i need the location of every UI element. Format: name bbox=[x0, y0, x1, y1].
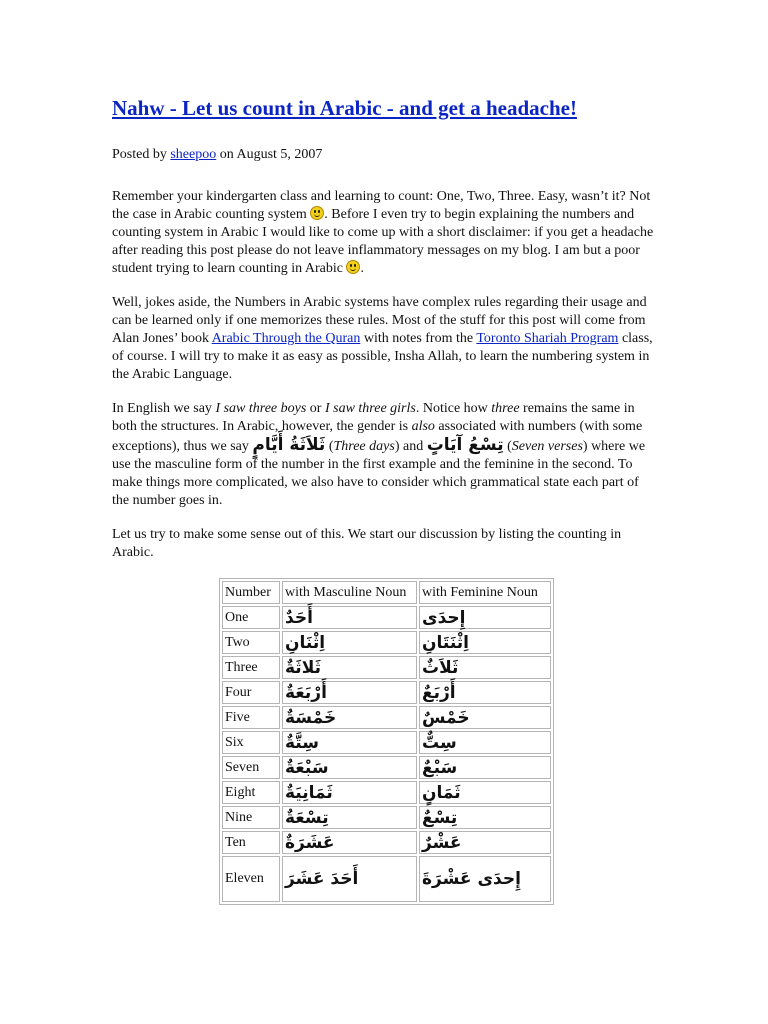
feminine-cell bbox=[419, 756, 551, 779]
para3-text-6: ( bbox=[325, 439, 334, 454]
feminine-cell bbox=[419, 731, 551, 754]
masculine-arabic: عَشَرَةٌ bbox=[285, 832, 335, 853]
number-cell: Three bbox=[222, 656, 280, 679]
para2-text-3: class, of course. I will try to make it as easy as possible, Insha Allah, to learn the numbering system in the Arabic Language. bbox=[112, 331, 653, 382]
masculine-arabic: ثَلاثَةٌ bbox=[285, 657, 321, 678]
para2-text-1: Well, jokes aside, the Numbers in Arabic systems have complex rules regarding their usage and can be learned only if one memorizes these rules. Most of the stuff for this post will come from Alan Jones’ book bbox=[112, 295, 647, 346]
table-row bbox=[222, 631, 551, 654]
program-link[interactable]: Toronto Shariah Program bbox=[476, 331, 619, 346]
header-feminine: with Feminine Noun bbox=[419, 581, 551, 604]
number-cell: Six bbox=[222, 731, 280, 754]
feminine-cell bbox=[419, 831, 551, 854]
feminine-cell bbox=[419, 781, 551, 804]
feminine-arabic: ثَمَانٍ bbox=[422, 782, 461, 803]
masculine-arabic: أَحَدٌ bbox=[285, 607, 313, 628]
feminine-arabic: تِسْعٌ bbox=[422, 807, 458, 828]
table-row bbox=[222, 806, 551, 829]
feminine-arabic: سِتٌّ bbox=[422, 732, 457, 753]
header-masculine: with Masculine Noun bbox=[282, 581, 417, 604]
para3-example-girls: I saw three girls bbox=[324, 401, 416, 416]
feminine-arabic: اِثْنَتَانِ bbox=[422, 632, 469, 653]
table-row bbox=[222, 606, 551, 629]
book-link[interactable]: Arabic Through the Quran bbox=[211, 331, 361, 346]
para3-three-days-gloss: Three days bbox=[333, 439, 395, 454]
masculine-arabic: اِثْنَانِ bbox=[285, 632, 326, 653]
masculine-arabic: أَحَدَ عَشَرَ bbox=[285, 869, 359, 889]
feminine-arabic: ثَلاَثٌ bbox=[422, 657, 459, 678]
para3-text-8: ( bbox=[503, 439, 512, 454]
masculine-arabic: أَرْبَعَةٌ bbox=[285, 682, 327, 703]
post-content bbox=[112, 95, 657, 905]
table-row bbox=[222, 706, 551, 729]
table-row bbox=[222, 781, 551, 804]
table-row bbox=[222, 681, 551, 704]
post-byline bbox=[112, 146, 657, 164]
counting-table bbox=[219, 578, 554, 905]
para3-text-4: remains the same in both the structures. In Arabic, however, the gender is bbox=[112, 401, 635, 434]
smiley-icon bbox=[310, 206, 324, 220]
masculine-arabic: خَمْسَةٌ bbox=[285, 707, 337, 728]
paragraph-gender bbox=[112, 400, 657, 510]
number-cell: Four bbox=[222, 681, 280, 704]
masculine-cell bbox=[282, 831, 417, 854]
feminine-arabic: إِحدَى عَشْرَةَ bbox=[422, 869, 521, 889]
para3-example-boys: I saw three boys bbox=[215, 401, 307, 416]
para3-text-2: or bbox=[306, 401, 325, 416]
number-cell: Two bbox=[222, 631, 280, 654]
feminine-arabic: إِحدَى bbox=[422, 607, 466, 628]
para3-seven-verses-gloss: Seven verses bbox=[511, 439, 583, 454]
number-cell: Seven bbox=[222, 756, 280, 779]
number-cell: Eleven bbox=[222, 856, 280, 902]
masculine-cell bbox=[282, 706, 417, 729]
feminine-cell bbox=[419, 681, 551, 704]
number-cell: Ten bbox=[222, 831, 280, 854]
paragraph-sources bbox=[112, 294, 657, 384]
masculine-cell bbox=[282, 656, 417, 679]
feminine-arabic: عَشْرٌ bbox=[422, 832, 462, 853]
para1-text-2: . Before I even try to begin explaining the numbers and counting system in Arabic I would like to come up with a short disclaimer: if you get a headache after reading this post please do not leave inflammatory messages on my blog. I am but a poor student trying to learn counting in Arabic bbox=[112, 207, 654, 276]
feminine-arabic: سَبْعٌ bbox=[422, 757, 458, 778]
table-header-row bbox=[222, 581, 551, 604]
number-cell: One bbox=[222, 606, 280, 629]
post-date: on August 5, 2007 bbox=[216, 147, 323, 162]
post-title-link[interactable]: Nahw - Let us count in Arabic - and get a headache! bbox=[112, 96, 577, 120]
table-row bbox=[222, 656, 551, 679]
feminine-cell bbox=[419, 806, 551, 829]
feminine-cell bbox=[419, 606, 551, 629]
para3-word-also: also bbox=[411, 419, 435, 434]
table-row bbox=[222, 831, 551, 854]
byline-prefix: Posted by bbox=[112, 147, 171, 162]
arabic-seven-verses: تِسْعُ آيَاتٍ bbox=[426, 435, 504, 455]
masculine-cell bbox=[282, 756, 417, 779]
masculine-cell bbox=[282, 856, 417, 902]
para3-text-7: ) and bbox=[394, 439, 427, 454]
author-link[interactable]: sheepoo bbox=[170, 147, 217, 162]
masculine-cell bbox=[282, 781, 417, 804]
feminine-cell bbox=[419, 706, 551, 729]
feminine-cell bbox=[419, 656, 551, 679]
para2-text-2: with notes from the bbox=[360, 331, 477, 346]
header-number: Number bbox=[222, 581, 280, 604]
para3-text-1: In English we say bbox=[112, 401, 216, 416]
para3-word-three: three bbox=[491, 401, 520, 416]
masculine-cell bbox=[282, 731, 417, 754]
para1-text-1: Remember your kindergarten class and learning to count: One, Two, Three. Easy, wasn’t it? Not the case in Arabic counting system bbox=[112, 189, 651, 222]
para3-text-5: associated with numbers (with some exceptions), thus we say bbox=[112, 419, 643, 454]
table-row bbox=[222, 856, 551, 902]
table-row bbox=[222, 731, 551, 754]
para1-text-3: . bbox=[360, 261, 364, 276]
paragraph-intro bbox=[112, 188, 657, 278]
masculine-cell bbox=[282, 681, 417, 704]
number-cell: Five bbox=[222, 706, 280, 729]
masculine-arabic: سِتَّةٌ bbox=[285, 732, 319, 753]
number-cell: Eight bbox=[222, 781, 280, 804]
masculine-cell bbox=[282, 631, 417, 654]
feminine-cell bbox=[419, 631, 551, 654]
number-cell: Nine bbox=[222, 806, 280, 829]
para3-text-3: . Notice how bbox=[415, 401, 492, 416]
masculine-arabic: سَبْعَةٌ bbox=[285, 757, 329, 778]
para3-text-9: ) where we use the masculine form of the number in the first example and the feminine in the second. To make things more complicated, we also have to consider which grammatical state each part of the number goes in. bbox=[112, 439, 646, 508]
feminine-arabic: أَرْبَعٌ bbox=[422, 682, 456, 703]
paragraph-listing-intro: Let us try to make some sense out of this. We start our discussion by listing the counting in Arabic. bbox=[112, 527, 622, 560]
masculine-cell bbox=[282, 806, 417, 829]
smiley-icon bbox=[346, 260, 360, 274]
feminine-cell bbox=[419, 856, 551, 902]
feminine-arabic: خَمْسٌ bbox=[422, 707, 470, 728]
masculine-cell bbox=[282, 606, 417, 629]
table-row bbox=[222, 756, 551, 779]
masculine-arabic: ثَمَانِيَةٌ bbox=[285, 782, 333, 803]
counting-table-wrapper bbox=[219, 578, 657, 905]
masculine-arabic: تِسْعَةٌ bbox=[285, 807, 329, 828]
arabic-three-days: ثَلاَثَةُ أَيَّامٍ bbox=[252, 435, 326, 455]
